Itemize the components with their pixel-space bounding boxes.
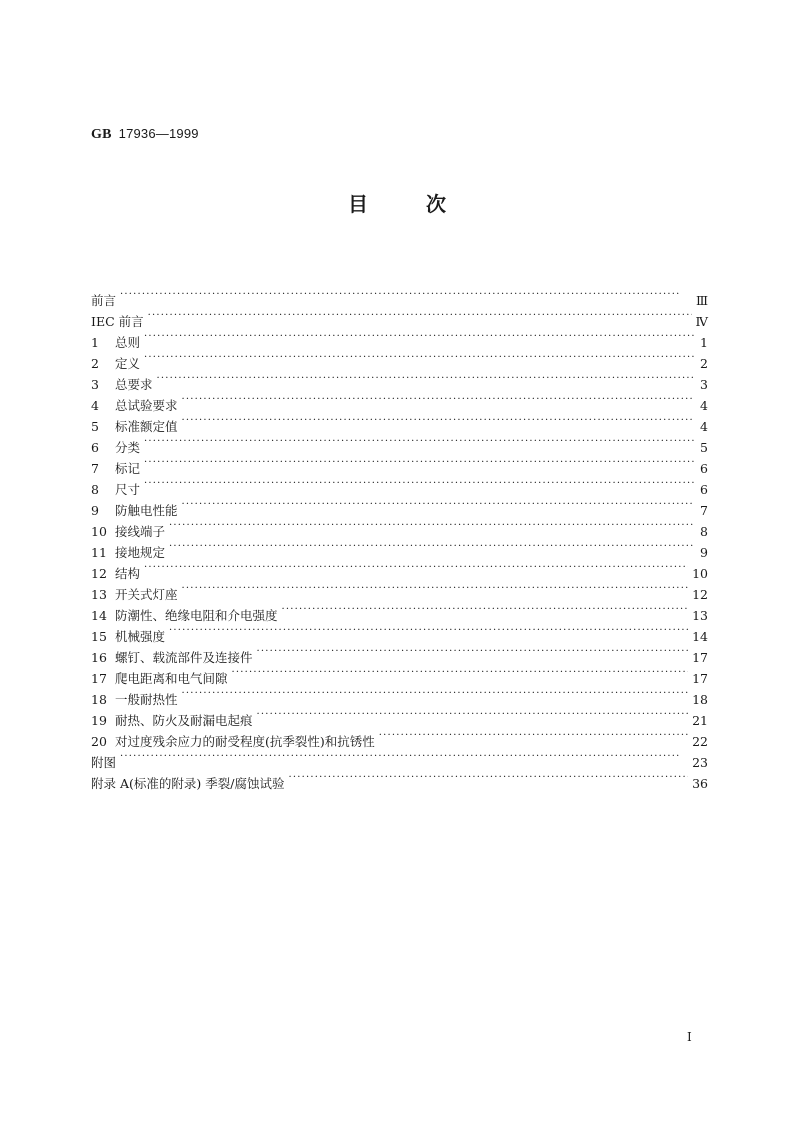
- toc-leader-dots: [144, 326, 694, 347]
- toc-entry-number: 18: [91, 692, 107, 707]
- toc-entry-page: 5: [700, 440, 708, 455]
- toc-entry-number: 12: [91, 566, 107, 581]
- toc-entry-page: 36: [692, 776, 708, 791]
- toc-leader-dots: [282, 599, 689, 620]
- toc-entry-label: 螺钉、载流部件及连接件: [115, 650, 253, 665]
- toc-entry-number: 6: [91, 440, 99, 455]
- toc-entry-label: 标记: [115, 461, 141, 476]
- toc-entry-label: 防潮性、绝缘电阻和介电强度: [115, 608, 278, 623]
- toc-entry-label: 附图: [91, 755, 117, 770]
- toc-entry-label: 总则: [115, 335, 141, 350]
- toc-leader-dots: [144, 557, 688, 578]
- toc-leader-dots: [144, 473, 694, 494]
- toc-entry-number: 20: [91, 734, 107, 749]
- toc-entry[interactable]: [91, 683, 708, 707]
- toc-entry[interactable]: [91, 515, 708, 539]
- toc-entry-label: 对过度残余应力的耐受程度(抗季裂性)和抗锈性: [115, 734, 375, 749]
- toc-entry-number: 10: [91, 524, 107, 539]
- toc-entry-label: 定义: [115, 356, 141, 371]
- toc-entry-number: 11: [91, 545, 107, 560]
- toc-entry-page: 7: [700, 503, 708, 518]
- toc-entry-page: 2: [700, 356, 708, 371]
- toc-leader-dots: [182, 389, 694, 410]
- toc-entry-label: 耐热、防火及耐漏电起痕: [115, 713, 253, 728]
- toc-entry-number: 3: [91, 377, 99, 392]
- toc-entry-number: 4: [91, 398, 99, 413]
- toc-entry[interactable]: [91, 389, 708, 413]
- toc-leader-dots: [144, 452, 694, 473]
- toc-leader-dots: [182, 410, 694, 431]
- toc-entry-page: 1: [700, 335, 708, 350]
- standard-code: [91, 126, 199, 143]
- toc-entry-number: 9: [91, 503, 99, 518]
- toc-leader-dots: [120, 746, 688, 767]
- toc-entry[interactable]: [91, 536, 708, 560]
- toc-entry[interactable]: [91, 326, 708, 350]
- toc-entry-number: 15: [91, 629, 107, 644]
- toc-entry-label: 结构: [115, 566, 141, 581]
- toc-entry-number: 5: [91, 419, 99, 434]
- toc-entry[interactable]: [91, 557, 708, 581]
- toc-leader-dots: [232, 662, 689, 683]
- toc-entry[interactable]: [91, 410, 708, 434]
- toc-entry-number: 14: [91, 608, 107, 623]
- toc-entry-page: 3: [700, 377, 708, 392]
- toc-entry-label: 机械强度: [115, 629, 166, 644]
- toc-entry-page: 6: [700, 482, 708, 497]
- toc-entry-page: 6: [700, 461, 708, 476]
- toc-entry[interactable]: [91, 452, 708, 476]
- toc-entry-label: 附录 A(标准的附录) 季裂/腐蚀试验: [91, 776, 285, 791]
- toc-entry-page: 4: [700, 419, 708, 434]
- toc-entry-number: 1: [91, 335, 99, 350]
- toc-entry-page: 23: [692, 755, 708, 770]
- toc-entry[interactable]: [91, 368, 708, 392]
- toc-leader-dots: [169, 620, 688, 641]
- toc-leader-dots: [182, 683, 689, 704]
- toc-entry-page: 18: [692, 692, 708, 707]
- toc-entry[interactable]: [91, 284, 708, 308]
- toc-entry-label: IEC 前言: [91, 314, 144, 329]
- standard-number: 17936—1999: [118, 126, 199, 141]
- page-number: I: [687, 1030, 692, 1044]
- toc-entry-page: 22: [692, 734, 708, 749]
- toc-entry[interactable]: [91, 305, 708, 329]
- toc-leader-dots: [120, 284, 692, 305]
- standard-prefix: GB: [91, 127, 112, 142]
- toc-entry[interactable]: [91, 431, 708, 455]
- toc-entry-page: 21: [692, 713, 708, 728]
- toc-leader-dots: [182, 494, 694, 515]
- toc-entry[interactable]: [91, 473, 708, 497]
- toc-entry-number: 8: [91, 482, 99, 497]
- toc-entry-page: 13: [692, 608, 708, 623]
- toc-entry-page: 12: [692, 587, 708, 602]
- toc-entry-label: 接线端子: [115, 524, 166, 539]
- page-title: 目次: [348, 192, 504, 216]
- toc-entry[interactable]: [91, 620, 708, 644]
- toc-entry[interactable]: [91, 704, 708, 728]
- toc-entry-label: 标准额定值: [115, 419, 178, 434]
- toc-entry-label: 前言: [91, 293, 117, 308]
- toc-entry-label: 一般耐热性: [115, 692, 178, 707]
- toc-leader-dots: [144, 347, 694, 368]
- toc-entry-label: 尺寸: [115, 482, 141, 497]
- toc-entry[interactable]: [91, 494, 708, 518]
- toc-leader-dots: [379, 725, 688, 746]
- toc-entry-page: Ⅲ: [695, 293, 708, 308]
- toc-entry[interactable]: [91, 578, 708, 602]
- toc-entry-label: 开关式灯座: [115, 587, 178, 602]
- toc-entry-page: 9: [700, 545, 708, 560]
- toc-entry-label: 接地规定: [115, 545, 166, 560]
- toc-entry-label: 爬电距离和电气间隙: [115, 671, 228, 686]
- table-of-contents: [91, 284, 708, 791]
- toc-entry-number: 16: [91, 650, 107, 665]
- toc-entry-number: 13: [91, 587, 107, 602]
- toc-entry-label: 总试验要求: [115, 398, 178, 413]
- toc-entry-page: 4: [700, 398, 708, 413]
- toc-entry-page: 17: [692, 650, 708, 665]
- toc-entry[interactable]: [91, 641, 708, 665]
- toc-entry-page: Ⅳ: [695, 314, 708, 329]
- toc-entry-label: 分类: [115, 440, 141, 455]
- toc-entry-number: 19: [91, 713, 107, 728]
- toc-leader-dots: [157, 368, 694, 389]
- toc-entry-page: 14: [692, 629, 708, 644]
- toc-leader-dots: [182, 578, 689, 599]
- toc-leader-dots: [288, 767, 688, 788]
- toc-leader-dots: [257, 704, 689, 725]
- toc-entry-page: 8: [700, 524, 708, 539]
- toc-entry-number: 17: [91, 671, 107, 686]
- toc-leader-dots: [144, 431, 694, 452]
- toc-leader-dots: [169, 536, 694, 557]
- toc-leader-dots: [257, 641, 689, 662]
- toc-entry-number: 2: [91, 356, 99, 371]
- toc-leader-dots: [169, 515, 694, 536]
- toc-entry-label: 总要求: [115, 377, 153, 392]
- toc-entry[interactable]: [91, 767, 708, 791]
- toc-leader-dots: [148, 305, 692, 326]
- toc-entry[interactable]: [91, 347, 708, 371]
- toc-entry-number: 7: [91, 461, 99, 476]
- toc-entry-label: 防触电性能: [115, 503, 178, 518]
- toc-entry-page: 17: [692, 671, 708, 686]
- toc-entry[interactable]: [91, 599, 708, 623]
- toc-entry[interactable]: [91, 746, 708, 770]
- toc-entry-page: 10: [692, 566, 708, 581]
